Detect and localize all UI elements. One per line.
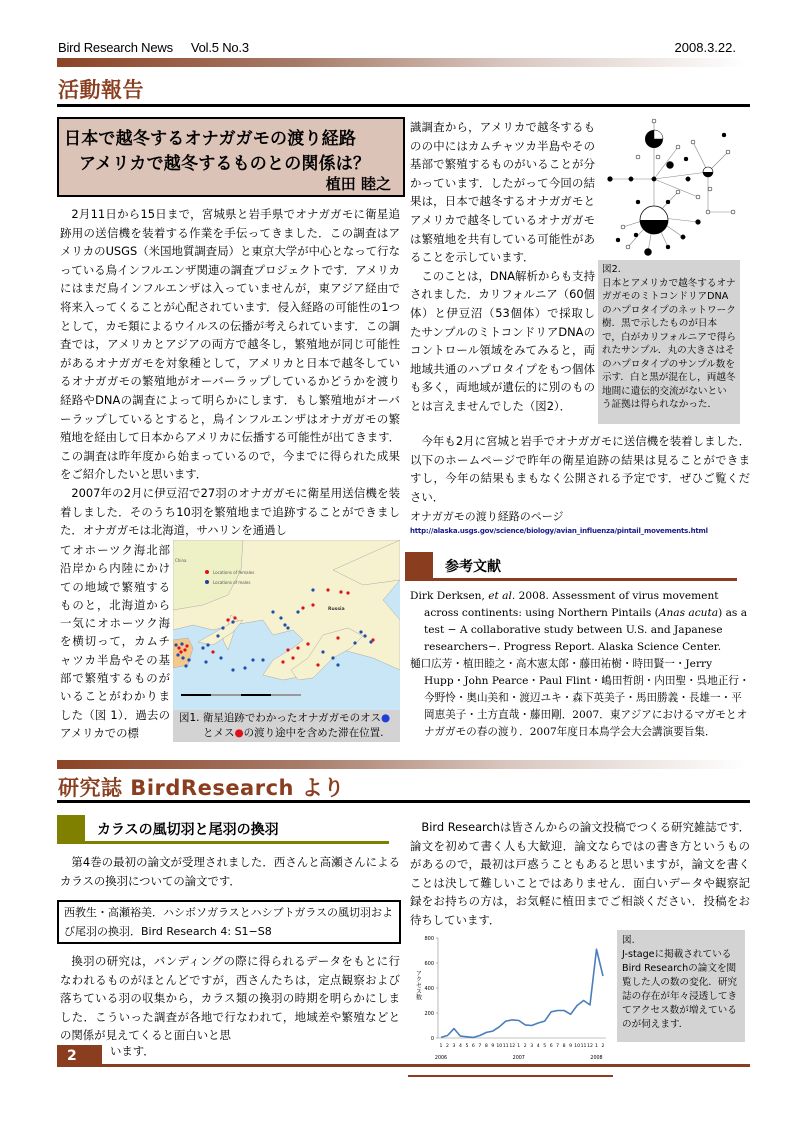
location-marker: [286, 648, 289, 651]
x-tick-label: 1: [517, 1044, 521, 1049]
haplotype-node: [666, 245, 670, 249]
x-tick-label: 2: [601, 1044, 605, 1049]
figure-1-caption: [173, 710, 400, 742]
haplotype-node: [676, 145, 680, 149]
haplotype-node: [608, 177, 613, 182]
page-number: 2: [57, 1045, 102, 1067]
haplotype-node: [681, 235, 685, 239]
haplotype-node: [634, 233, 638, 237]
location-marker: [177, 646, 180, 649]
link-label: オナガガモの渡り経路のページ: [410, 510, 564, 523]
location-marker: [286, 626, 289, 629]
caption-text: とメス: [203, 727, 235, 739]
x-tick-label: 3: [452, 1044, 456, 1049]
article2-title: カラスの風切羽と尾羽の換羽: [97, 822, 279, 838]
haplotype-node: [652, 119, 656, 123]
location-marker: [183, 648, 186, 651]
legend-male-label: Locations of males: [213, 580, 251, 585]
caption-title: 図.: [622, 935, 635, 946]
location-marker: [216, 634, 219, 637]
references-list: [410, 588, 750, 741]
x-tick-label: 10: [496, 1044, 503, 1049]
y-tick-label: 800: [424, 936, 434, 942]
y-axis-label: アクセス数: [414, 970, 422, 1000]
network-tree: [598, 117, 742, 257]
location-marker: [174, 643, 177, 646]
location-marker: [339, 590, 342, 593]
haplotype-node: [666, 200, 670, 204]
location-marker: [251, 658, 254, 661]
reference-item: 樋口広芳・植田睦之・高木憲太郎・藤田祐樹・時田賢一・Jerry Hupp・John Pearce・Paul Flint・嶋田哲朗・内田聖・呉地正行・今野怜・奥山美和・渡辺ユキ・森下英美子・馬田勝義・長雄一・平岡恵美子・土方直哉・藤田剛．2007．東アジアにおけるマガモとオナガガモの春の渡り．2007年度日本鳥学会大会講演要旨集．: [410, 658, 750, 738]
x-tick-label: 7: [478, 1044, 482, 1049]
access-line-chart: [408, 930, 613, 1078]
location-marker: [353, 641, 356, 644]
heading-underline: [405, 578, 737, 581]
location-marker: [187, 658, 190, 661]
haplotype-nodes: [608, 119, 735, 256]
haplotype-node: [629, 177, 633, 181]
location-marker: [231, 668, 234, 671]
caption-text: 日本とアメリカで越冬するオナガガモのミトコンドリアDNAのハプロタイプのネットワーク樹．黒で示したものが日本で，白がカリフォルニアで得られたサンプル．丸の大きさはそのハプロタイプのサンプル数を示す．白と黒が混在し，両越冬地間に遺伝的交流がないという証拠は得られなかった．: [602, 277, 736, 410]
haplotype-node: [696, 220, 701, 225]
male-dot-icon: ●: [381, 712, 391, 724]
x-year-label: 2007: [512, 1056, 525, 1061]
footer-rule: [57, 1064, 750, 1067]
legend-male-marker: [205, 580, 209, 584]
x-tick-label: 1: [595, 1044, 598, 1049]
location-marker: [301, 606, 304, 609]
x-tick-label: 12: [509, 1044, 516, 1049]
article2-right: [410, 818, 750, 930]
article2-heading: [57, 815, 389, 844]
haplotype-node: [652, 177, 656, 181]
location-marker: [346, 591, 349, 594]
paragraph: てオホーツク海北部沿岸から内陸にかけての地域で繁殖するものと，北海道から一気にオホーツク海を横切って，カムチャツカ半島やその基部で繁殖するものがいることがわかりました（図 1）．過去のアメリカでの標: [60, 543, 170, 740]
header-gradient-bar: [57, 58, 747, 67]
article-author: 植田 睦之: [325, 175, 391, 193]
ref-title: . 2008. Assessment of virus movement across continents: using Northern Pintails (: [424, 590, 719, 619]
legend-female-marker: [205, 570, 209, 574]
haplotype-node: [667, 162, 674, 169]
location-marker: [243, 666, 246, 669]
location-marker: [206, 643, 209, 646]
location-marker: [363, 634, 366, 637]
x-tick-label: 9: [491, 1044, 495, 1049]
y-tick-label: 0: [430, 1036, 434, 1042]
x-tick-label: 10: [574, 1044, 581, 1049]
x-tick-label: 4: [458, 1044, 462, 1049]
location-marker: [184, 664, 187, 667]
haplotype-node: [621, 225, 625, 229]
paragraph: 第4巻の最初の論文が受理されました．西さんと高瀬さんによるカラスの換羽についての論文です．: [60, 855, 400, 888]
caption-text: の渡り途中を含めた滞在位置.: [243, 727, 384, 739]
location-marker: [369, 640, 372, 643]
scale-bar-segment: [271, 694, 301, 696]
location-marker: [226, 618, 229, 621]
location-marker: [306, 642, 309, 645]
location-marker: [336, 636, 339, 639]
y-tick-label: 200: [424, 1011, 434, 1017]
paragraph: 2007年の2月に伊豆沼で27羽のオナガガモに衛星用送信機を装着しました．そのうち10羽を繁殖地まで追跡することができました．オナガガモは北海道，サハリンを通過し: [60, 485, 400, 538]
citation-box: 西教生・高瀬裕美．ハシボソガラスとハシブトガラスの風切羽および尾羽の換羽．Bird Research 4: S1−S8: [57, 900, 401, 944]
location-marker: [311, 588, 314, 591]
location-marker: [331, 656, 334, 659]
x-tick-label: 2: [446, 1044, 449, 1049]
scale-bar-segment: [241, 694, 271, 696]
caption-title: 図2.: [602, 264, 621, 275]
figure-2-caption: [598, 260, 740, 424]
haplotype-node: [686, 177, 690, 181]
x-tick-label: 7: [556, 1044, 560, 1049]
location-marker: [296, 646, 299, 649]
haplotype-node: [626, 245, 630, 249]
access-chart: [408, 930, 613, 1078]
haplotype-node: [696, 195, 700, 199]
location-marker: [291, 656, 294, 659]
reference-item: [410, 588, 750, 656]
masthead: [58, 40, 249, 55]
haplotype-node: [636, 155, 640, 159]
haplotype-node: [656, 155, 660, 159]
haplotype-node: [731, 210, 735, 214]
female-dot-icon: ●: [234, 727, 244, 739]
ref-authors: Dirk Derksen,: [410, 590, 489, 602]
x-tick-label: 11: [580, 1044, 587, 1049]
location-marker: [336, 663, 339, 666]
paragraph: 識調査から，アメリカで越冬するものの中にはカムチャツカ半島やその基部で繁殖するものがいることが分かっています．したがって今回の結果は，日本で越冬するオナガガモとアメリカで越冬しているオナガガモは繁殖地を共有している可能性があることを示しています．: [410, 120, 595, 265]
haplotype-node: [722, 133, 726, 137]
location-marker: [283, 623, 286, 626]
references-title: 参考文献: [445, 559, 501, 575]
heading-block: [57, 815, 85, 844]
ref-species: Anas acuta: [658, 607, 719, 619]
location-marker: [231, 620, 234, 623]
section-title-activity-report: 活動報告: [58, 78, 144, 102]
haplotype-node: [708, 187, 712, 191]
pintail-movements-link[interactable]: http://alaska.usgs.gov/science/biology/avian_influenza/pintail_movements.html: [410, 527, 708, 535]
x-tick-label: 12: [587, 1044, 593, 1049]
location-marker: [296, 610, 299, 613]
y-tick-label: 600: [424, 961, 434, 967]
article2-body-end: います．: [110, 1044, 155, 1058]
haplotype-node-large: [640, 206, 668, 234]
x-tick-label: 8: [484, 1044, 488, 1049]
x-tick-label: 6: [471, 1044, 475, 1049]
issue-date: 2008.3.22.: [674, 40, 736, 55]
paragraph: 2月11日から15日まで，宮城県と岩手県でオナガガモに衛星追跡用の送信機を装着する作業を手伝ってきました．この調査はアメリカのUSGS（米国地質調査局）と東京大学が中心となって行なっている鳥インフルエンザ関連の調査プロジェクトです．アメリカにはまだ鳥インフルエンザは入っていませんが，東アジア経由で将来入ってくることが心配されています．侵入経路の可能性の1つとして，カモ類によるウイルスの伝播が考えられています．この調査では，アメリカとアジアの両方で越冬し，繁殖地が同じ可能性があるオナガガモを対象種として，アメリカと日本で越冬しているオナガガモの繁殖地がオーバーラップしているかどうかを渡り経路やDNAの調査によって明らかにします．もし繁殖地がオーバーラップしているとすると，鳥インフルエンザはオナガガモの繁殖地を経由して日本からアメリカに伝播する可能性が出てきます．この調査は昨年度から始まっているので，今までに得られた成果をご紹介したいと思います．: [60, 207, 401, 482]
location-marker: [176, 653, 179, 656]
caption-text: 図1. 衛星追跡でわかったオナガガモのオス: [179, 712, 382, 724]
location-marker: [179, 650, 182, 653]
migration-map: [173, 540, 400, 710]
haplotype-node: [676, 190, 680, 194]
ref-etal: et al: [488, 590, 512, 602]
x-tick-label: 11: [502, 1044, 509, 1049]
figure-2-haplotype-network: [598, 117, 742, 257]
paragraph: Bird Researchは皆さんからの論文投稿でつくる研究雑誌です．論文を初めて書く人も大歓迎．論文ならではの書き方というものがあるので，最初は戸惑うこともあると思いますが，論文を書くことは決して難しいことではありません．面白いデータや観察記録をお持ちの方は，お気軽に植田までご相談ください．投稿をお待ちしています．: [410, 820, 750, 927]
haplotype-node: [636, 200, 640, 204]
location-marker: [204, 660, 207, 663]
haplotype-node-medium: [645, 130, 663, 148]
scale-bar-segment: [211, 694, 241, 696]
volume-number: Vol.5 No.3: [190, 40, 249, 55]
x-tick-label: 2: [523, 1044, 527, 1049]
location-marker: [219, 656, 222, 659]
location-marker: [316, 663, 319, 666]
article-body-right: [410, 118, 595, 416]
article-title-line2: アメリカで越冬するものとの関係は？: [79, 154, 371, 174]
x-year-label: 2006: [434, 1056, 448, 1061]
article-body-narrow: [60, 541, 170, 742]
x-tick-label: 6: [549, 1044, 553, 1049]
location-marker: [181, 656, 184, 659]
location-marker: [180, 642, 183, 645]
x-tick-label: 4: [536, 1044, 540, 1049]
location-marker: [211, 650, 214, 653]
location-marker: [359, 630, 362, 633]
y-tick-label: 400: [424, 986, 434, 992]
map-label-russia: Russia: [328, 607, 345, 612]
article-body-left: [60, 205, 400, 540]
article-body-right-full: [410, 432, 750, 506]
haplotype-node: [691, 140, 695, 144]
haplotype-node: [616, 238, 620, 242]
series-line-access: [441, 949, 603, 1037]
legend-female-label: Locations of females: [213, 570, 255, 575]
section-divider: [57, 104, 750, 107]
location-marker: [261, 658, 264, 661]
paragraph: このことは，DNA解析からも支持されました．カリフォルニア（60個体）と伊豆沼（53個体）で採取したサンプルのミトコンドリアDNAのコントロール領域をみてみると，両地域共通のハプロタイプをもつ個体も多く，両地域が遺伝的に別のものとは言えませんでした（図2）．: [410, 268, 595, 413]
references-heading: [405, 552, 737, 581]
section-gradient-bar: [57, 760, 747, 769]
haplotype-node: [645, 249, 652, 256]
figure-1-map: [173, 540, 400, 710]
location-marker: [233, 616, 236, 619]
heading-block: [405, 552, 433, 581]
article-title-box: [57, 117, 405, 197]
article-title-line1: 日本で越冬するオナガガモの渡り経路: [64, 129, 357, 149]
x-tick-label: 8: [562, 1044, 566, 1049]
ref-source: ) as a test − A collaborative study between U.S. and Japanese researchers−. Progress Report. Alaska Science Center.: [424, 607, 748, 653]
haplotype-node-mixed: [703, 167, 713, 177]
section-title-journal: 研究誌 BirdResearch より: [58, 776, 345, 800]
x-tick-label: 9: [569, 1044, 573, 1049]
location-marker: [279, 616, 282, 619]
location-marker: [185, 644, 188, 647]
x-tick-label: 1: [439, 1044, 443, 1049]
x-tick-label: 5: [465, 1044, 469, 1049]
newsletter-title: Bird Research News: [58, 40, 173, 55]
article2-intro: [60, 853, 400, 890]
section-divider: [57, 800, 750, 803]
location-marker: [271, 610, 274, 613]
x-tick-label: 5: [543, 1044, 547, 1049]
location-marker: [326, 588, 329, 591]
article2-body: [60, 952, 400, 1045]
paragraph: 換羽の研究は，バンディングの際に得られるデータをもとに行なわれるものがほとんどですが，西さんたちは，定点観察および落ちている羽の収集から，カラス類の換羽の時期を明らかにしました．こういった調査が各地で行なわれて，地域差や繁殖などとの関係が見えてくると面白いと思: [60, 954, 400, 1043]
chart-caption: [617, 930, 745, 1042]
haplotype-node: [726, 150, 730, 154]
location-marker: [321, 650, 324, 653]
haplotype-node: [684, 157, 688, 161]
caption-text: J-stageに掲載されているBird Researchの論文を閲覧した人の数の変化．研究誌の存在が年々浸透してきてアクセス数が増えているのが伺えます．: [622, 949, 738, 1030]
heading-underline: [57, 841, 389, 844]
x-tick-label: 3: [530, 1044, 534, 1049]
scale-bar-segment: [181, 694, 211, 696]
location-marker: [311, 603, 314, 606]
haplotype-node: [706, 210, 710, 214]
paragraph: 今年も2月に宮城と岩手でオナガガモに送信機を装着しました．以下のホームページで昨年の衛星追跡の結果は見ることができますし，今年の結果もまもなく公開される予定です．ぜひご覧ください．: [410, 434, 750, 504]
location-marker: [221, 626, 224, 629]
location-marker: [281, 660, 284, 663]
map-label-china: China: [175, 558, 187, 563]
location-marker: [201, 646, 204, 649]
x-year-label: 2008: [590, 1056, 603, 1061]
